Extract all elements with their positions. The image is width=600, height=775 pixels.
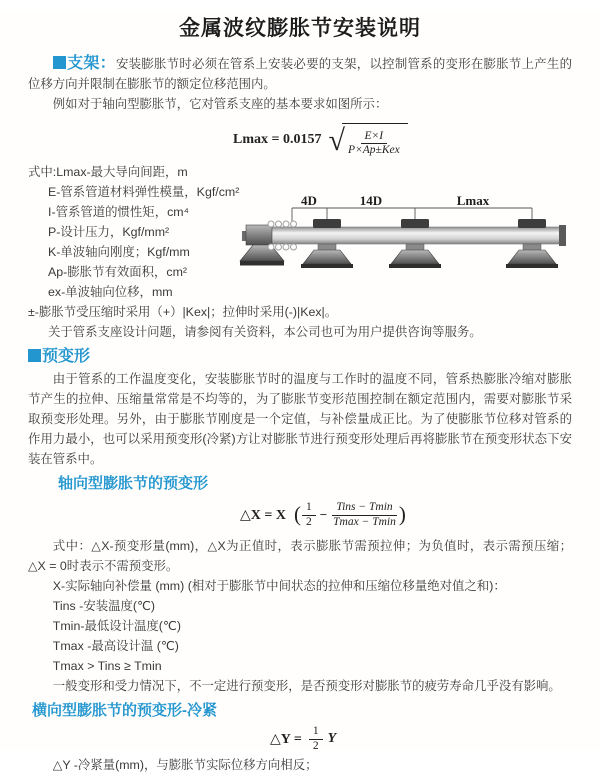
support-example-text: 例如对于轴向型膨胀节，它对管系支座的基本要求如图所示： <box>52 97 388 111</box>
half-fraction <box>309 725 323 752</box>
fraction-denominator: 2 <box>305 515 312 528</box>
fraction-numerator: Tins − Tmin <box>332 501 396 515</box>
axial-line: Tins -安装温度(℃) <box>52 599 156 613</box>
support-section-intro <box>28 54 572 94</box>
fraction-denominator: 2 <box>312 739 319 752</box>
guide-spacing-formula <box>233 122 572 158</box>
fraction-numerator: E×I <box>361 130 388 144</box>
predeform-section-heading <box>28 346 572 367</box>
definition-line: ±-膨胀节受压缩时采用（+）|Kex|；拉伸时采用(-)|Kex|。 <box>28 305 338 319</box>
formula-lhs: △Y = <box>270 731 302 747</box>
axial-definition-paragraph: 式中：△X-预变形量(mm)，△X为正值时，表示膨胀节需预拉伸；为负值时，表示需预压缩；△X = 0时表示不需预变形。 <box>28 539 572 573</box>
axial-line: X-实际轴向补偿量 (mm) (相对于膨胀节中间状态的拉伸和压缩位移量绝对值之和)： <box>52 579 506 593</box>
section-bullet-icon <box>53 56 66 69</box>
definitions-area <box>28 162 572 342</box>
minus-operator: − <box>319 507 328 522</box>
axial-line: 一般变形和受力情况下，不一定进行预变形，是否预变形对膨胀节的疲劳寿命几乎没有影响。 <box>52 679 561 693</box>
fraction-denominator: P×Ap±Kex <box>347 144 400 156</box>
half-fraction <box>302 501 316 528</box>
definition-line: Ap-膨胀节有效面积，cm² <box>48 265 188 279</box>
fraction-denominator: Tmax − Tmin <box>333 515 396 528</box>
radical-content <box>342 123 408 157</box>
definition-line: P-设计压力，Kgf/mm² <box>48 225 170 239</box>
document-body <box>0 54 600 775</box>
axial-predeform-formula <box>240 498 572 532</box>
predeform-paragraph: 由于管系的工作温度变化，安装膨胀节时的温度与工作时的温度不同，管系热膨胀冷缩对膨胀节产生的拉伸、压缩量常常是不均等的，为了膨胀节变形范围控制在额定范围内，需要对膨胀节采取预变形处理。另外，由于膨胀节刚度是一个定值，与补偿量成正比。为了使膨胀节位移对管系的作用力最小，也可以采用预变形(冷紧)方让对膨胀节进行预变形处理后再将膨胀节在预变形状态下安装在管系中。 <box>28 372 572 466</box>
definition-line: ex-单波轴向位移，mm <box>48 285 173 299</box>
service-note: 关于管系支座设计问题，请参阅有关资料，本公司也可为用户提供咨询等服务。 <box>48 325 482 339</box>
dimension-label-lmax: Lmax <box>456 193 490 208</box>
section-bullet-icon <box>28 349 41 362</box>
definition-line: I-管系管道的惯性矩，cm⁴ <box>48 205 189 219</box>
pipe <box>260 227 562 244</box>
axial-line: Tmax > Tins ≥ Tmin <box>52 659 162 673</box>
page-title: 金属波纹膨胀节安装说明 <box>179 17 421 40</box>
axial-line: Tmin-最低设计温度(℃) <box>52 619 181 633</box>
predeform-heading-label: 预变形 <box>42 348 91 365</box>
fraction-numerator: 1 <box>309 725 323 739</box>
radical-sign: √ <box>328 124 345 158</box>
definition-line: E-管系管道材料弹性模量，Kgf/cm² <box>48 185 240 199</box>
document-page <box>0 12 600 772</box>
lateral-coldpull-formula <box>270 725 572 753</box>
pipe-end-cap <box>559 225 566 246</box>
axial-subheading: 轴向型膨胀节的预变形 <box>58 475 209 492</box>
lateral-subheading: 横向型膨胀节的预变形-冷紧 <box>32 702 217 719</box>
definition-line: 式中:Lmax-最大导向间距，m <box>28 165 188 179</box>
support-spacing-diagram <box>240 192 592 284</box>
formula-lhs: △X = X <box>240 507 286 523</box>
fraction <box>346 130 402 157</box>
dimension-label-4d: 4D <box>301 193 317 208</box>
fraction-numerator: 1 <box>302 501 316 515</box>
axial-line: Tmax -最高设计温 (℃) <box>52 639 179 653</box>
support-intro-text: 安装膨胀节时必须在管系上安装必要的支架，以控制管系的变形在膨胀节上产生的位移方向并限制在膨胀节的额定位移范围内。 <box>28 57 572 91</box>
support-section-label: 支架： <box>66 55 116 72</box>
formula-lhs: Lmax = 0.0157 <box>233 132 322 147</box>
formula-rhs: Y <box>327 731 337 746</box>
open-paren: ( <box>293 501 301 526</box>
lateral-definition-line: △Y -冷紧量(mm)，与膨胀节实际位移方向相反； <box>52 758 318 772</box>
dimension-label-14d: 14D <box>359 193 383 208</box>
definition-line: K-单波轴向刚度；Kgf/mm <box>48 245 190 259</box>
temperature-fraction <box>331 501 398 528</box>
close-paren: ) <box>398 501 406 526</box>
